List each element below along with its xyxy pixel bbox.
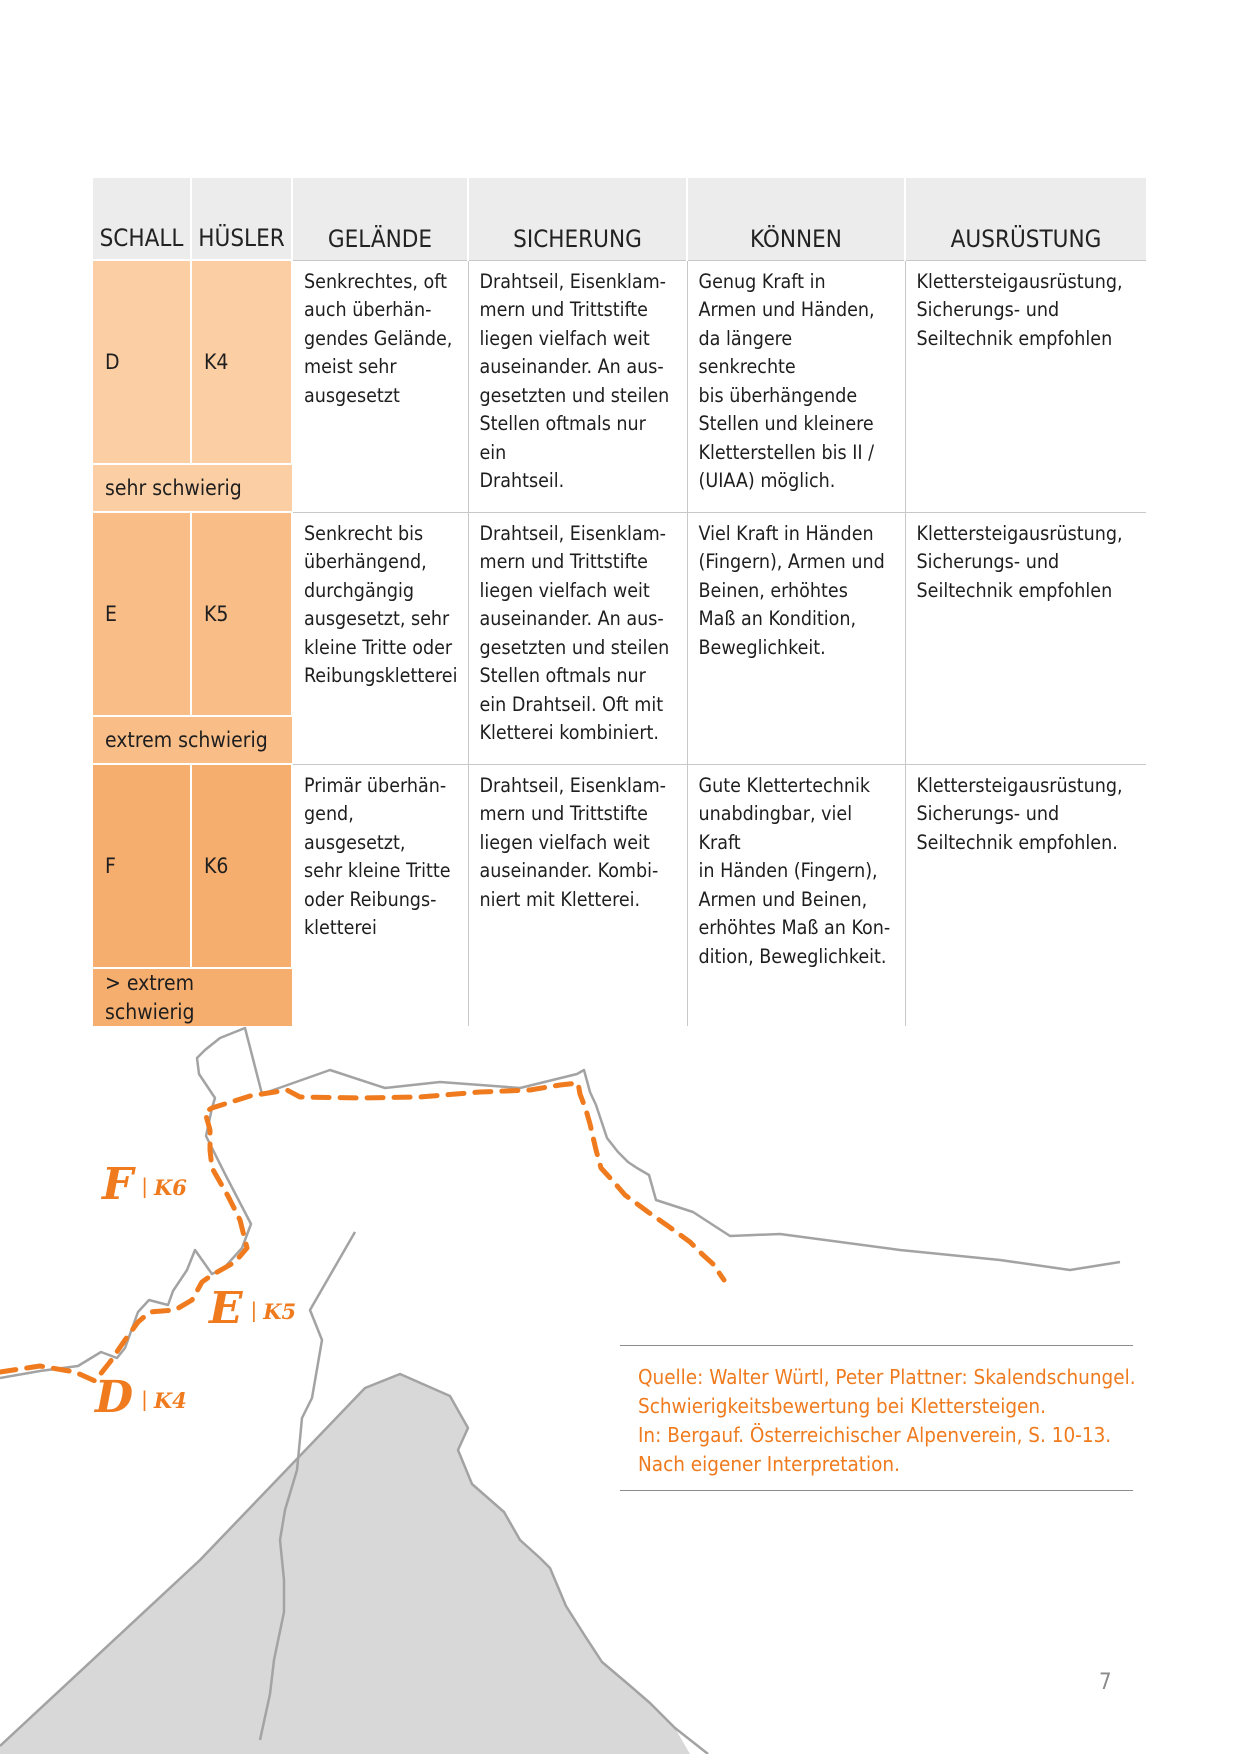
page-number: 7 bbox=[1099, 1670, 1112, 1695]
source-line: Nach eigener Interpretation. bbox=[638, 1452, 900, 1476]
huesler-grade-cell: K6 bbox=[191, 764, 292, 968]
route-label-d: D | K4 bbox=[95, 1372, 187, 1423]
huesler-grade-cell: K4 bbox=[191, 260, 292, 464]
header-gelaende: GELÄNDE bbox=[292, 178, 468, 260]
route-label-f: F | K6 bbox=[102, 1159, 187, 1210]
header-huesler: HÜSLER bbox=[191, 178, 292, 260]
grade-description-label: extrem schwierig bbox=[93, 716, 292, 764]
gelaende-cell: Primär überhän- gend, ausgesetzt, sehr kleine Tritte oder Reibungs- kletterei bbox=[292, 764, 468, 1026]
sicherung-cell: Drahtseil, Eisenklam- mern und Trittstifte liegen vielfach weit auseinander. An aus- gesetzten und steilen Stellen oftmals nur ein Drahtseil. bbox=[468, 260, 687, 512]
schall-grade-cell: E bbox=[93, 512, 191, 716]
route-label-e: E | K5 bbox=[209, 1283, 297, 1334]
mountain-silhouette bbox=[0, 1374, 690, 1754]
gelaende-cell: Senkrecht bis überhängend, durchgängig ausgesetzt, sehr kleine Tritte oder Reibungskletterei bbox=[292, 512, 468, 764]
route-dashed-line bbox=[0, 1083, 724, 1381]
header-koennen: KÖNNEN bbox=[687, 178, 905, 260]
source-line: Schwierigkeitsbewertung bei Klettersteigen. bbox=[638, 1394, 1046, 1418]
sicherung-cell: Drahtseil, Eisenklam- mern und Trittstifte liegen vielfach weit auseinander. Kombi- niert mit Kletterei. bbox=[468, 764, 687, 1026]
grade-description-label: sehr schwierig bbox=[93, 464, 292, 512]
source-line: Quelle: Walter Würtl, Peter Plattner: Skalendschungel. bbox=[638, 1365, 1136, 1389]
sicherung-cell: Drahtseil, Eisenklam- mern und Trittstifte liegen vielfach weit auseinander. An aus- gesetzten und steilen Stellen oftmals nur ein Drahtseil. Oft mit Kletterei kombiniert. bbox=[468, 512, 687, 764]
source-citation bbox=[620, 1345, 1136, 1491]
ausruestung-cell: Klettersteigausrüstung, Sicherungs- und Seiltechnik empfohlen. bbox=[905, 764, 1146, 1026]
koennen-cell: Genug Kraft in Armen und Händen, da längere senkrechte bis überhängende Stellen und kleinere Kletterstellen bis II / (UIAA) möglich. bbox=[687, 260, 905, 512]
koennen-cell: Viel Kraft in Händen (Fingern), Armen und Beinen, erhöhtes Maß an Kondition, Beweglichkeit. bbox=[687, 512, 905, 764]
schall-grade-cell: D bbox=[93, 260, 191, 464]
ausruestung-cell: Klettersteigausrüstung, Sicherungs- und Seiltechnik empfohlen bbox=[905, 512, 1146, 764]
huesler-grade-cell: K5 bbox=[191, 512, 292, 716]
gelaende-cell: Senkrechtes, oft auch überhän- gendes Gelände, meist sehr ausgesetzt bbox=[292, 260, 468, 512]
grade-description-label: > extrem schwierig bbox=[93, 968, 292, 1026]
header-ausruestung: AUSRÜSTUNG bbox=[905, 178, 1146, 260]
source-line: In: Bergauf. Österreichischer Alpenverein, S. 10-13. bbox=[638, 1423, 1112, 1447]
koennen-cell: Gute Klettertechnik unabdingbar, viel Kraft in Händen (Fingern), Armen und Beinen, erhöhtes Maß an Kon- dition, Beweglichkeit. bbox=[687, 764, 905, 1026]
header-schall: SCHALL bbox=[93, 178, 191, 260]
header-sicherung: SICHERUNG bbox=[468, 178, 687, 260]
schall-grade-cell: F bbox=[93, 764, 191, 968]
ausruestung-cell: Klettersteigausrüstung, Sicherungs- und Seiltechnik empfohlen bbox=[905, 260, 1146, 512]
